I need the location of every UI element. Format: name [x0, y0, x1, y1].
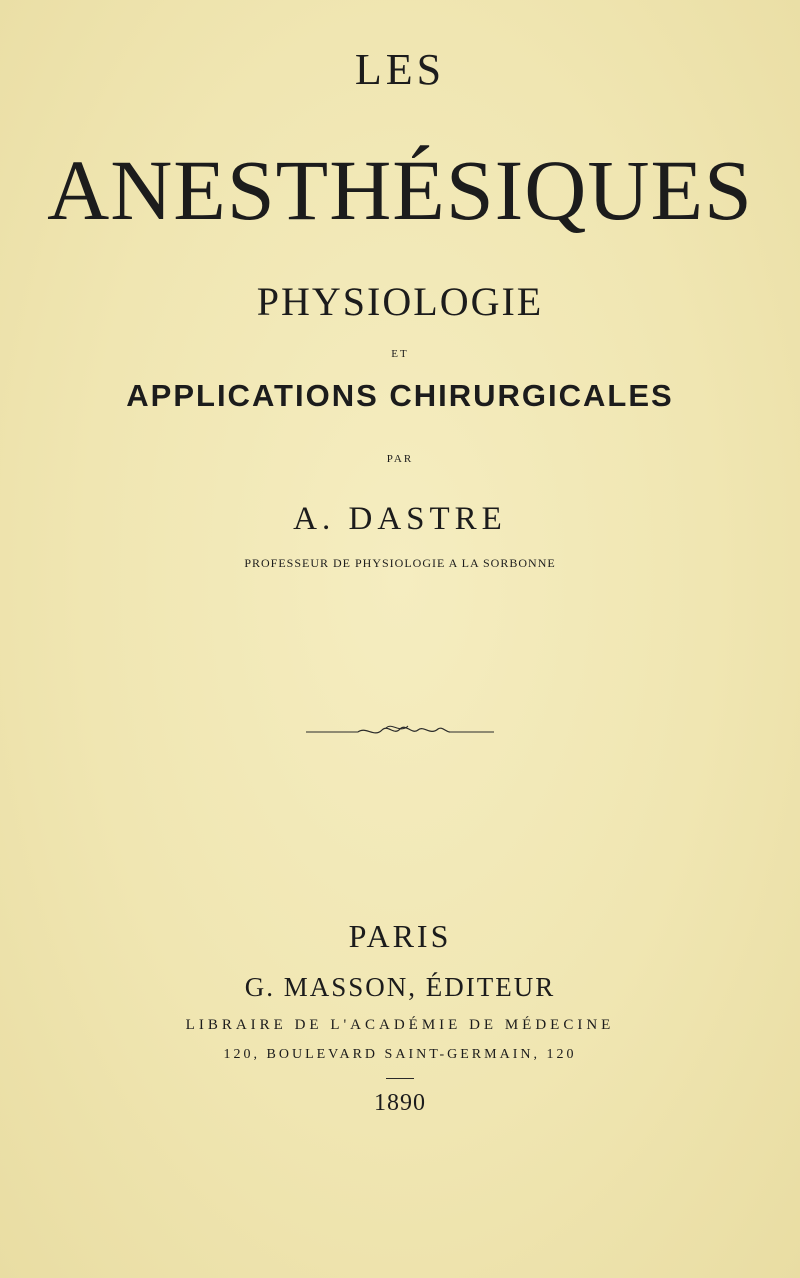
imprint-address: 120, BOULEVARD SAINT-GERMAIN, 120	[223, 1047, 577, 1062]
author-name: A. DASTRE	[293, 501, 507, 537]
subtitle-applications: APPLICATIONS CHIRURGICALES	[126, 378, 674, 413]
subtitle-physiologie: PHYSIOLOGIE	[256, 279, 544, 324]
imprint-city: PARIS	[348, 918, 452, 954]
main-title: ANESTHÉSIQUES	[47, 142, 753, 238]
conjunction-et: ET	[391, 348, 409, 360]
imprint-publisher-role: LIBRAIRE DE L'ACADÉMIE DE MÉDECINE	[185, 1017, 615, 1033]
imprint-year: 1890	[374, 1090, 426, 1116]
author-title: PROFESSEUR DE PHYSIOLOGIE A LA SORBONNE	[244, 556, 556, 570]
title-line-les: LES	[354, 45, 446, 94]
year-rule	[386, 1078, 414, 1079]
ornament-divider-icon	[300, 720, 500, 740]
by-label: PAR	[386, 453, 414, 465]
imprint-publisher: G. MASSON, ÉDITEUR	[244, 972, 556, 1002]
